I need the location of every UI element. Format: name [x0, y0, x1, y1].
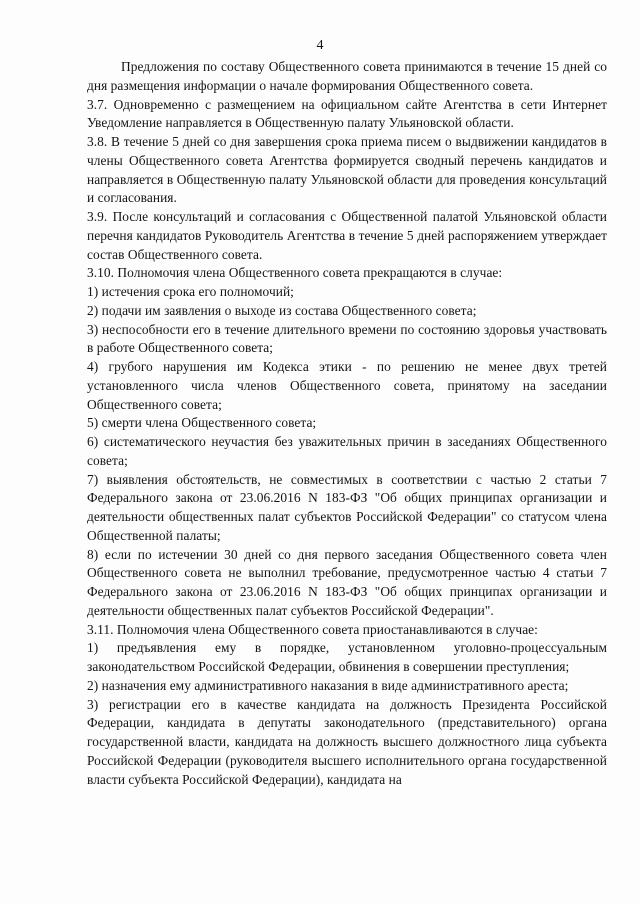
paragraph-3-8: 3.8. В течение 5 дней со дня завершения срока приема писем о выдвижении кандидатов в члены Общественного совета Агентства формируется сводный перечень кандидатов и направляется в Общественную палату Ульяновской области для проведения консультаций и согласования.	[87, 134, 607, 206]
list-item-3-10-2: 2) подачи им заявления о выходе из состава Общественного совета;	[87, 302, 477, 318]
paragraph-3-9: 3.9. После консультаций и согласования с Общественной палатой Ульяновской области перечня кандидатов Руководитель Агентства в течение 5 дней распоряжением утверждает состав Общественного совета.	[87, 209, 607, 262]
list-item-3-11-1: 1) предъявления ему в порядке, установленном уголовно-процессуальным законодательством Российской Федерации, обвинения в совершении преступления;	[87, 640, 607, 674]
list-item-3-10-8: 8) если по истечении 30 дней со дня первого заседания Общественного совета член Общественного совета не выполнил требование, предусмотренное частью 4 статьи 7 Федерального закона от 23.06.2016 N 183-ФЗ "Об общих принципах организации и деятельности общественных палат субъектов Российской Федерации".	[87, 546, 607, 618]
list-item-3-11-3: 3) регистрации его в качестве кандидата на должность Президента Российской Федерации, кандидата в депутаты законодательного (представительного) органа государственной власти, кандидата на должность высшего должностного лица субъекта Российской Федерации (руководителя высшего исполнительного органа государственной власти субъекта Российской Федерации), кандидата на	[87, 696, 607, 787]
list-item-3-11-2: 2) назначения ему административного наказания в виде административного ареста;	[87, 677, 569, 693]
list-item-3-10-6: 6) систематического неучастия без уважительных причин в заседаниях Общественного совета;	[87, 434, 607, 468]
paragraph-3-11: 3.11. Полномочия члена Общественного совета приостанавливаются в случае:	[87, 621, 538, 637]
list-item-3-10-4: 4) грубого нарушения им Кодекса этики - по решению не менее двух третей установленного числа членов Общественного совета, принятому на заседании Общественного совета;	[87, 359, 607, 412]
paragraph-3-7: 3.7. Одновременно с размещением на официальном сайте Агентства в сети Интернет Уведомление направляется в Общественную палату Ульяновской области.	[87, 96, 607, 131]
list-item-3-10-7: 7) выявления обстоятельств, не совместимых в соответствии с частью 2 статьи 7 Федерального закона от 23.06.2016 N 183-ФЗ "Об общих принципах организации и деятельности общественных палат субъектов Российской Федерации" со статусом члена Общественной палаты;	[87, 471, 607, 543]
list-item-3-10-5: 5) смерти члена Общественного совета;	[87, 415, 317, 431]
paragraph-3-10: 3.10. Полномочия члена Общественного совета прекращаются в случае:	[87, 265, 503, 281]
paragraph-proposals: Предложения по составу Общественного совета принимаются в течение 15 дней со дня размещения информации о начале формирования Общественного совета.	[87, 59, 607, 93]
list-item-3-10-1: 1) истечения срока его полномочий;	[87, 284, 294, 299]
page-number: 4	[316, 38, 324, 53]
list-item-3-10-3: 3) неспособности его в течение длительного времени по состоянию здоровья участвовать в работе Общественного совета;	[87, 321, 607, 356]
document-body	[87, 58, 607, 789]
